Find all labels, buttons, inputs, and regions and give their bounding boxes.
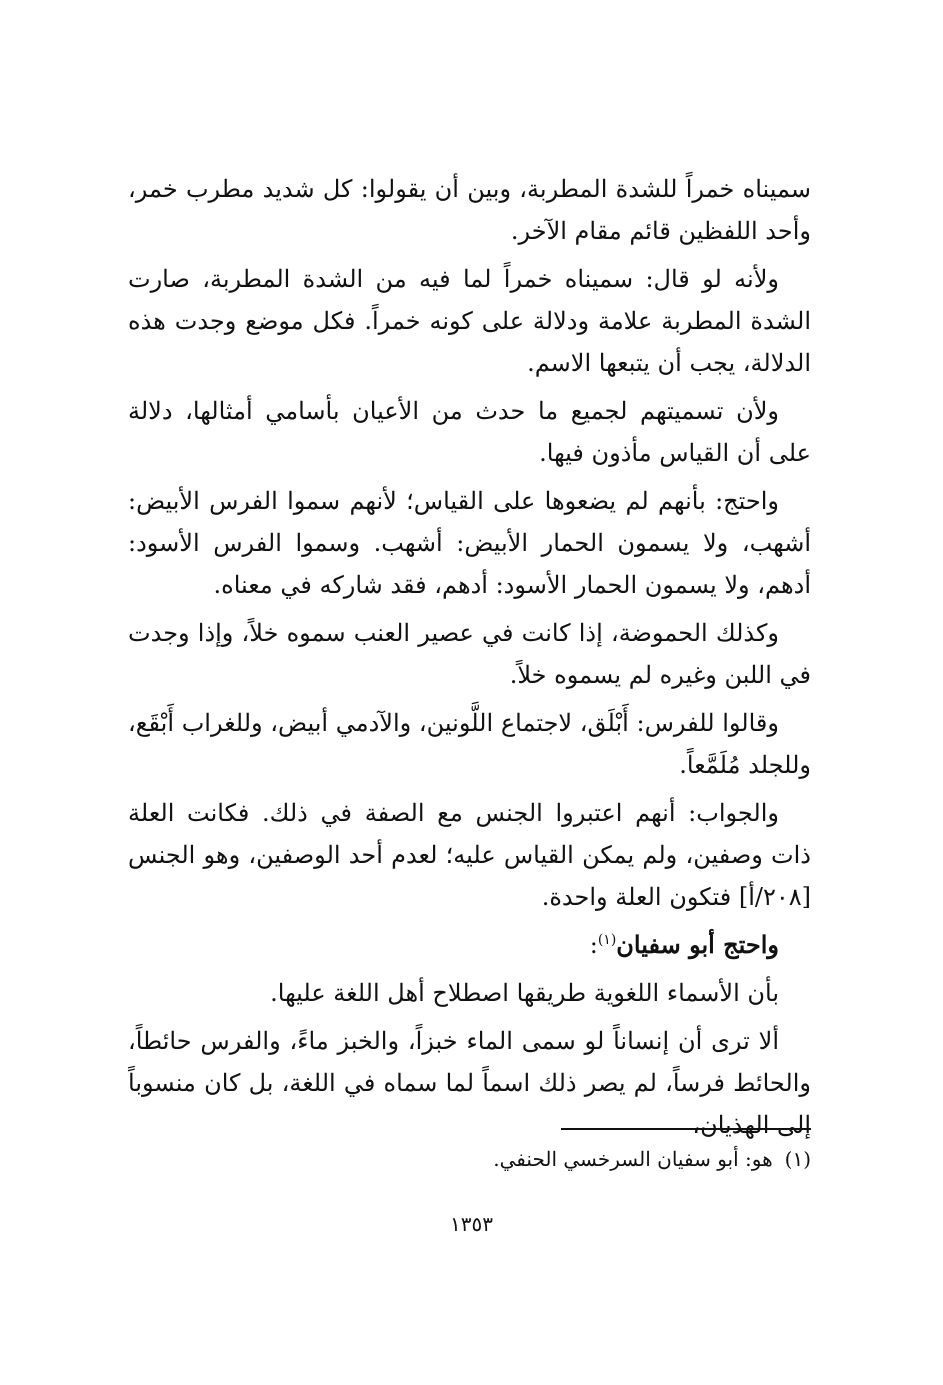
footnote-text: هو: أبو سفيان السرخسي الحنفي. [493,1147,773,1171]
heading-colon: : [589,931,598,959]
paragraph-3: ولأن تسميتهم لجميع ما حدث من الأعيان بأسامي أمثالها، دلالة على أن القياس مأذون فيها. [128,397,811,467]
paragraph-8: بأن الأسماء اللغوية طريقها اصطلاح أهل اللغة عليها. [270,979,779,1007]
paragraph-9: ألا ترى أن إنساناً لو سمى الماء خبزاً، والخبز ماءً، والفرس حائطاً، والحائط فرساً، لم يصر ذلك اسماً لما سماه في اللغة، بل كان منسوباً إلى الهذيان، [128,1027,811,1139]
page-number: ١٣٥٣ [450,1212,493,1236]
paragraph-7: والجواب: أنهم اعتبروا الجنس مع الصفة في ذلك. فكانت العلة ذات وصفين، ولم يمكن القياس عليه؛ لعدم أحد الوصفين، وهو الجنس [٢٠٨/أ] فتكون العلة واحدة. [128,799,811,911]
page-body [128,168,811,1152]
paragraph-5: وكذلك الحموضة، إذا كانت في عصير العنب سموه خلاً، وإذا وجدت في اللبن وغيره لم يسموه خلاً. [128,619,811,689]
heading-text: واحتج أبو سفيان [616,930,779,959]
footnote-divider [561,1128,811,1130]
footnote-number: (١) [784,1147,811,1171]
paragraph-4: واحتج: بأنهم لم يضعوها على القياس؛ لأنهم سموا الفرس الأبيض: أشهب، ولا يسمون الحمار الأبيض: أشهب. وسموا الفرس الأسود: أدهم، ولا يسمون الحمار الأسود: أدهم، فقد شاركه في معناه. [128,487,811,599]
paragraph-2: ولأنه لو قال: سميناه خمراً لما فيه من الشدة المطربة، صارت الشدة المطربة علامة ودلالة على كونه خمراً. فكل موضع وجدت هذه الدلالة، يجب أن يتبعها الاسم. [128,265,811,377]
paragraph-1: سميناه خمراً للشدة المطربة، وبين أن يقولوا: كل شديد مطرب خمر، وأحد اللفظين قائم مقام الآخر. [128,175,811,245]
footnote-reference: (١) [597,932,617,948]
section-heading [128,924,811,966]
footnote [128,1142,811,1176]
paragraph-6: وقالوا للفرس: أَبْلَق، لاجتماع اللَّونين، والآدمي أبيض، وللغراب أَبْقَع، وللجلد مُلَمَّعاً. [128,709,811,779]
